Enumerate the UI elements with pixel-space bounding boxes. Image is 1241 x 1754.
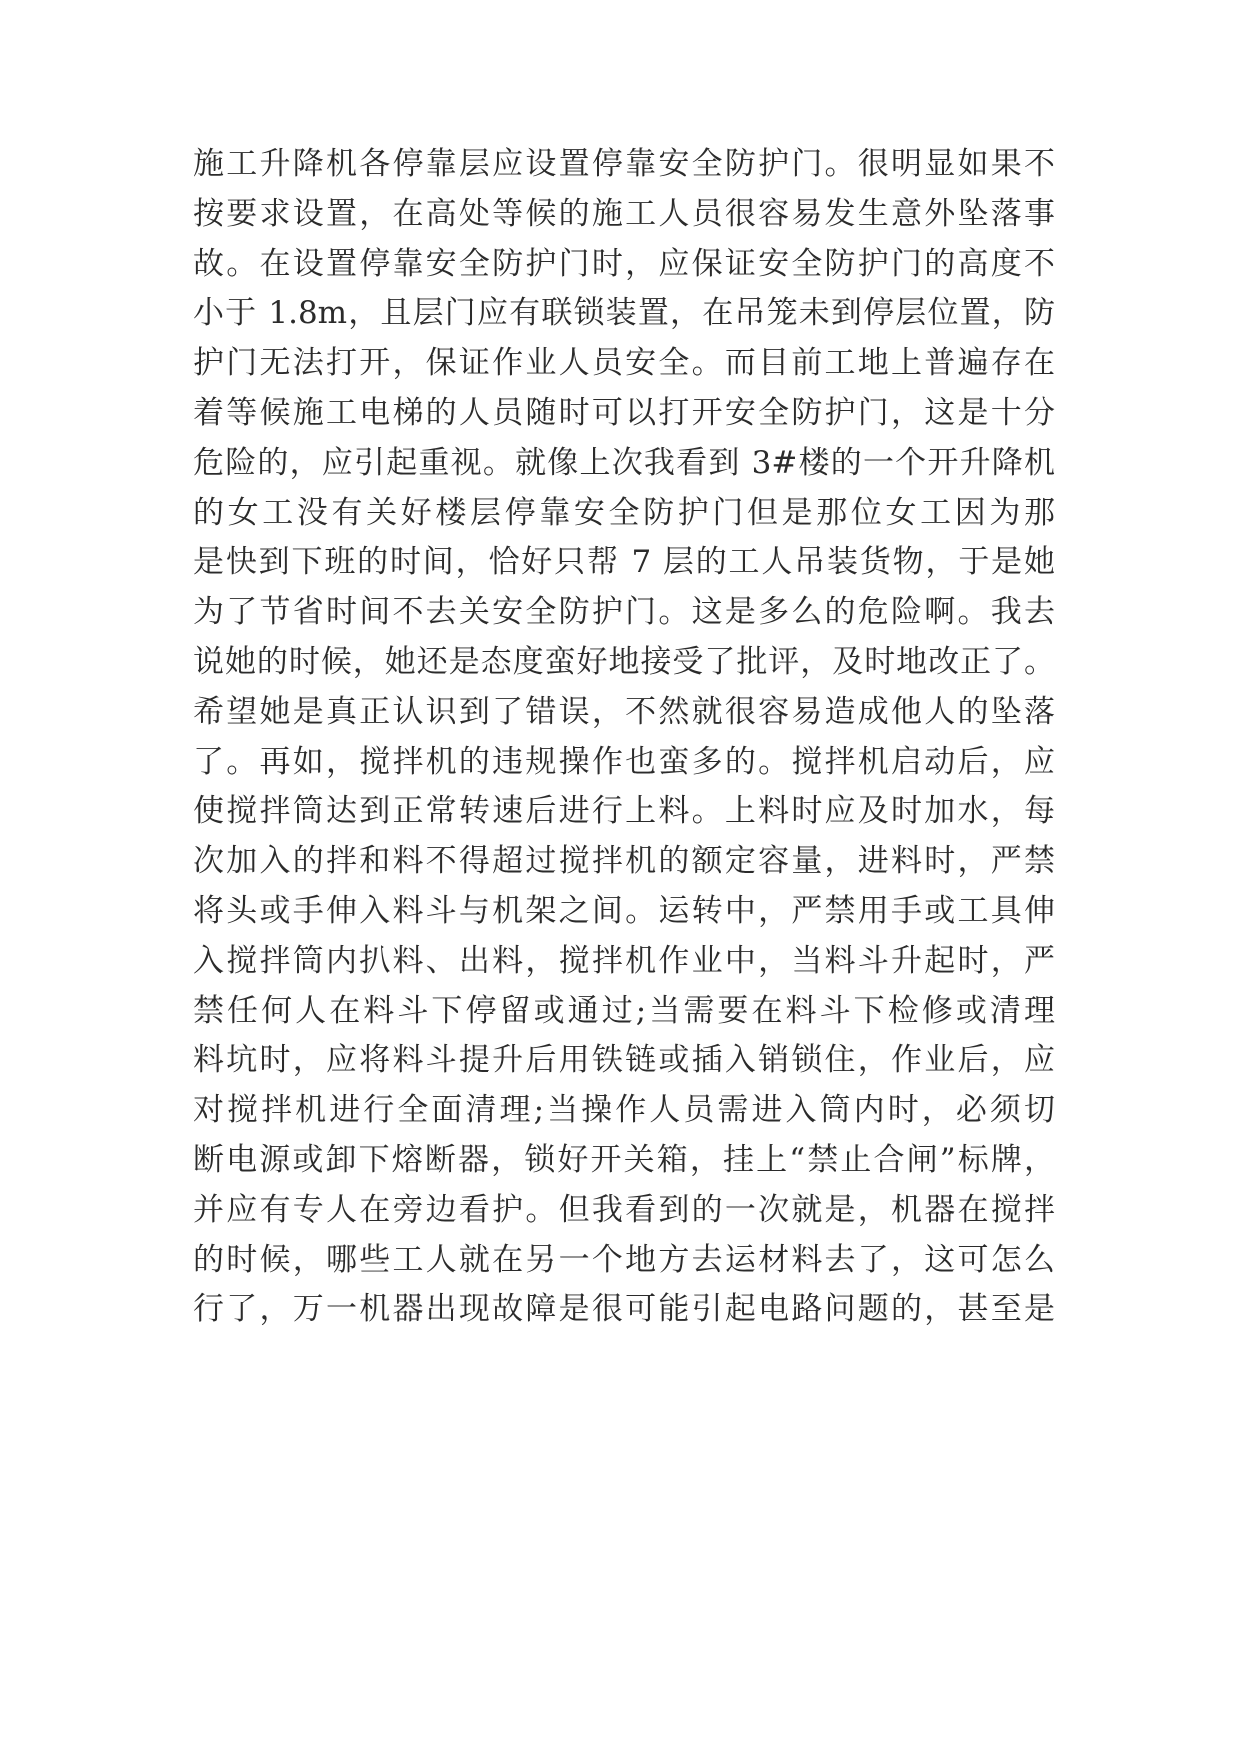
text-line: 料坑时，应将料斗提升后用铁链或插入销锁住，作业后，应: [193, 1042, 1055, 1079]
text-line: 故。在设置停靠安全防护门时，应保证安全防护门的高度不: [193, 245, 1055, 282]
text-line: 小于 1.8m，且层门应有联锁装置，在吊笼未到停层位置，防: [193, 295, 1055, 332]
text-line: 入搅拌筒内扒料、出料，搅拌机作业中，当料斗升起时，严: [193, 942, 1055, 979]
text-line: 禁任何人在料斗下停留或通过;当需要在料斗下检修或清理: [193, 992, 1055, 1029]
text-line: 对搅拌机进行全面清理;当操作人员需进入筒内时，必须切: [193, 1092, 1055, 1129]
text-line: 危险的，应引起重视。就像上次我看到 3#楼的一个开升降机: [193, 444, 1055, 481]
text-line: 并应有专人在旁边看护。但我看到的一次就是，机器在搅拌: [193, 1191, 1055, 1228]
text-line: 将头或手伸入料斗与机架之间。运转中，严禁用手或工具伸: [193, 892, 1055, 929]
text-line: 行了，万一机器出现故障是很可能引起电路问题的，甚至是: [193, 1291, 1055, 1328]
text-line: 为了节省时间不去关安全防护门。这是多么的危险啊。我去: [193, 594, 1055, 631]
text-line: 了。再如，搅拌机的违规操作也蛮多的。搅拌机启动后，应: [193, 743, 1055, 780]
text-line: 希望她是真正认识到了错误，不然就很容易造成他人的坠落: [193, 693, 1055, 730]
text-line: 的女工没有关好楼层停靠安全防护门但是那位女工因为那: [193, 494, 1055, 531]
text-line: 使搅拌筒达到正常转速后进行上料。上料时应及时加水，每: [193, 793, 1055, 830]
text-line: 着等候施工电梯的人员随时可以打开安全防护门，这是十分: [193, 394, 1055, 431]
text-line: 施工升降机各停靠层应设置停靠安全防护门。很明显如果不: [193, 146, 1055, 182]
text-line: 护门无法打开，保证作业人员安全。而目前工地上普遍存在: [193, 345, 1055, 382]
text-line: 说她的时候，她还是态度蛮好地接受了批评，及时地改正了。: [193, 643, 1055, 680]
text-line: 断电源或卸下熔断器，锁好开关箱，挂上“禁止合闸”标牌，: [193, 1141, 1055, 1178]
body-paragraph: [193, 140, 1055, 1335]
text-line: 次加入的拌和料不得超过搅拌机的额定容量，进料时，严禁: [193, 843, 1055, 880]
text-line: 按要求设置，在高处等候的施工人员很容易发生意外坠落事: [193, 195, 1055, 232]
text-line: 是快到下班的时间，恰好只帮 7 层的工人吊装货物，于是她: [193, 544, 1055, 581]
text-line: 的时候，哪些工人就在另一个地方去运材料去了，这可怎么: [193, 1241, 1055, 1278]
